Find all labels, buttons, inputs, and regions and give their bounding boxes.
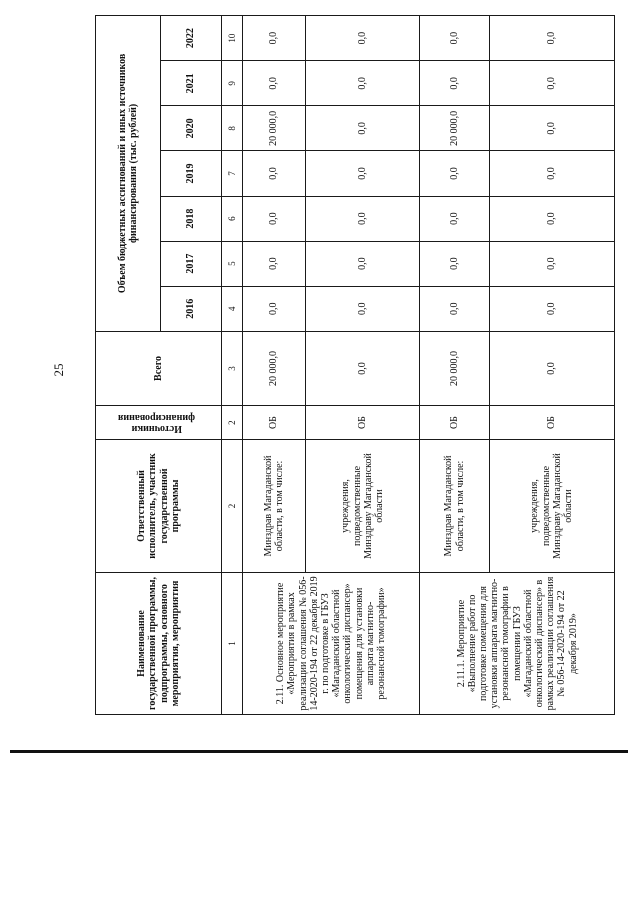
column-number: 5 (222, 241, 243, 286)
column-number: 2 (222, 406, 243, 440)
budget-table (95, 15, 615, 715)
year-value-cell: 0,0 (305, 106, 420, 151)
year-value-cell: 0,0 (489, 196, 614, 241)
year-value-cell: 0,0 (489, 151, 614, 196)
header-total: Всего (96, 331, 222, 405)
header-year: 2016 (161, 286, 222, 331)
header-year: 2022 (161, 16, 222, 61)
source-cell: ОБ (420, 406, 489, 440)
year-value-cell: 0,0 (489, 61, 614, 106)
column-number: 7 (222, 151, 243, 196)
header-budget-group: Объем бюджетных ассигнований и иных источников финансирования (тыс. рублей) (96, 16, 161, 332)
executor-cell: Минздрав Магаданской области, в том числе: (420, 439, 489, 572)
column-number-row (222, 16, 243, 715)
total-cell: 0,0 (305, 331, 420, 405)
column-number: 8 (222, 106, 243, 151)
year-value-cell: 0,0 (243, 61, 306, 106)
horizontal-rule (10, 750, 628, 753)
table-row (243, 16, 306, 715)
year-value-cell: 0,0 (489, 16, 614, 61)
year-value-cell: 0,0 (420, 241, 489, 286)
year-value-cell: 0,0 (489, 286, 614, 331)
year-value-cell: 0,0 (305, 61, 420, 106)
year-value-cell: 0,0 (243, 16, 306, 61)
total-cell: 20 000,0 (243, 331, 306, 405)
column-number: 10 (222, 16, 243, 61)
year-value-cell: 0,0 (420, 196, 489, 241)
header-year: 2017 (161, 241, 222, 286)
column-number: 1 (222, 572, 243, 714)
header-name: Наименование государственной программы, подпрограммы, основного мероприятия, мероприятия (96, 572, 222, 714)
year-value-cell: 0,0 (489, 106, 614, 151)
header-year: 2019 (161, 151, 222, 196)
year-value-cell: 0,0 (420, 61, 489, 106)
header-year: 2021 (161, 61, 222, 106)
column-number: 9 (222, 61, 243, 106)
total-cell: 0,0 (489, 331, 614, 405)
header-year: 2018 (161, 196, 222, 241)
column-number: 4 (222, 286, 243, 331)
column-number: 6 (222, 196, 243, 241)
activity-name: 2.11. Основное мероприятие «Мероприятия в рамках реализации соглашения № 056-14-2020-194 от 22 декабря 2019 г. по подготовке в ГБУЗ «Магаданский областной онкологический диспансер» помещения для установки аппарата магнитно-резонансной томографии» (243, 572, 420, 714)
year-value-cell: 0,0 (420, 286, 489, 331)
header-year: 2020 (161, 106, 222, 151)
executor-cell: учреждения, подведомственные Минздраву Магаданской области (305, 439, 420, 572)
activity-name: 2.11.1. Мероприятие «Выполнение работ по подготовке помещения для установки аппарата магнитно-резонансной томографии в помещении ГБУЗ «Магаданский областной онкологический диспансер» в рамках реализации соглашения № 056-14-2020-194 от 22 декабря 2019» (420, 572, 615, 714)
header-source (96, 406, 222, 440)
executor-cell: Минздрав Магаданской области, в том числе: (243, 439, 306, 572)
year-value-cell: 20 000,0 (420, 106, 489, 151)
source-cell: ОБ (243, 406, 306, 440)
year-value-cell: 20 000,0 (243, 106, 306, 151)
column-number: 2 (222, 439, 243, 572)
header-executor: Ответственный исполнитель, участник государственной программы (96, 439, 222, 572)
source-cell: ОБ (305, 406, 420, 440)
rotated-table-container (95, 15, 615, 715)
year-value-cell: 0,0 (243, 241, 306, 286)
year-value-cell: 0,0 (420, 16, 489, 61)
year-value-cell: 0,0 (305, 286, 420, 331)
table-row (420, 16, 489, 715)
source-cell: ОБ (489, 406, 614, 440)
year-value-cell: 0,0 (243, 286, 306, 331)
header-source-text: Источники финансирования (118, 411, 196, 434)
executor-cell: учреждения, подведомственные Минздраву Магаданской области (489, 439, 614, 572)
year-value-cell: 0,0 (305, 241, 420, 286)
year-value-cell: 0,0 (243, 151, 306, 196)
year-value-cell: 0,0 (305, 151, 420, 196)
total-cell: 20 000,0 (420, 331, 489, 405)
year-value-cell: 0,0 (243, 196, 306, 241)
year-value-cell: 0,0 (489, 241, 614, 286)
year-value-cell: 0,0 (420, 151, 489, 196)
year-value-cell: 0,0 (305, 196, 420, 241)
page-number: 25 (51, 363, 66, 377)
column-number: 3 (222, 331, 243, 405)
year-value-cell: 0,0 (305, 16, 420, 61)
